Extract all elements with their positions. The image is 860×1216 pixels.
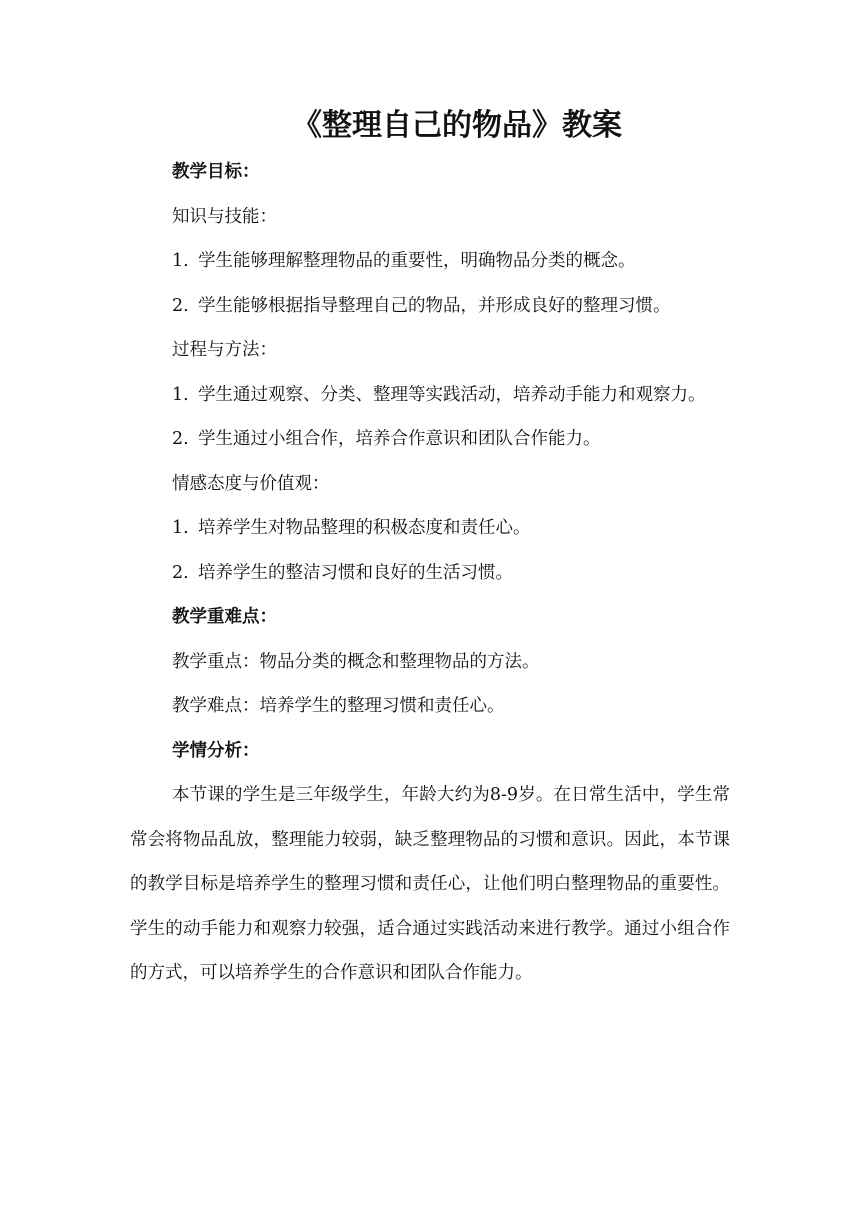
knowledge-label: 知识与技能：: [172, 206, 277, 227]
difficult-point-text: 教学难点：培养学生的整理习惯和责任心。: [172, 696, 505, 716]
document-title: 《整理自己的物品》教案: [292, 108, 622, 143]
list-number: 2.: [172, 429, 189, 449]
list-number: 2.: [172, 562, 189, 583]
process-item-2: [130, 417, 730, 462]
document-body: [130, 150, 730, 996]
process-label: 过程与方法：: [172, 340, 277, 360]
list-item-text: 学生能够根据指导整理自己的物品，并形成良好的整理习惯。: [198, 295, 671, 316]
list-item-text: 学生通过小组合作，培养合作意识和团队合作能力。: [198, 429, 601, 449]
list-number: 1.: [172, 518, 189, 538]
list-item-text: 培养学生对物品整理的积极态度和责任心。: [198, 518, 531, 538]
key-points-heading: 教学重难点：: [172, 607, 277, 627]
emotion-item-2: [130, 551, 730, 596]
knowledge-item-2: [130, 284, 730, 329]
analysis-paragraph: 本节课的学生是三年级学生，年龄大约为8-9岁。在日常生活中，学生常常会将物品乱放，整理能力较弱，缺乏整理物品的习惯和意识。因此，本节课的教学目标是培养学生的整理习惯和责任心，让他们明白整理物品的重要性。学生的动手能力和观察力较强，适合通过实践活动来进行教学。通过小组合作的方式，可以培养学生的合作意识和团队合作能力。: [130, 785, 730, 983]
objectives-heading: 教学目标：: [172, 162, 260, 182]
emotion-item-1: [130, 506, 730, 551]
list-item-text: 学生通过观察、分类、整理等实践活动，培养动手能力和观察力。: [198, 384, 706, 405]
list-item-text: 学生能够理解整理物品的重要性，明确物品分类的概念。: [198, 251, 636, 271]
emotion-label: 情感态度与价值观：: [172, 473, 330, 494]
process-item-1: [130, 373, 730, 418]
key-point-text: 教学重点：物品分类的概念和整理物品的方法。: [172, 651, 540, 672]
list-item-text: 培养学生的整洁习惯和良好的生活习惯。: [198, 562, 513, 583]
list-number: 1.: [172, 251, 189, 271]
analysis-heading: 学情分析：: [172, 740, 260, 761]
list-number: 2.: [172, 295, 189, 316]
knowledge-item-1: [130, 239, 730, 284]
list-number: 1.: [172, 384, 189, 405]
